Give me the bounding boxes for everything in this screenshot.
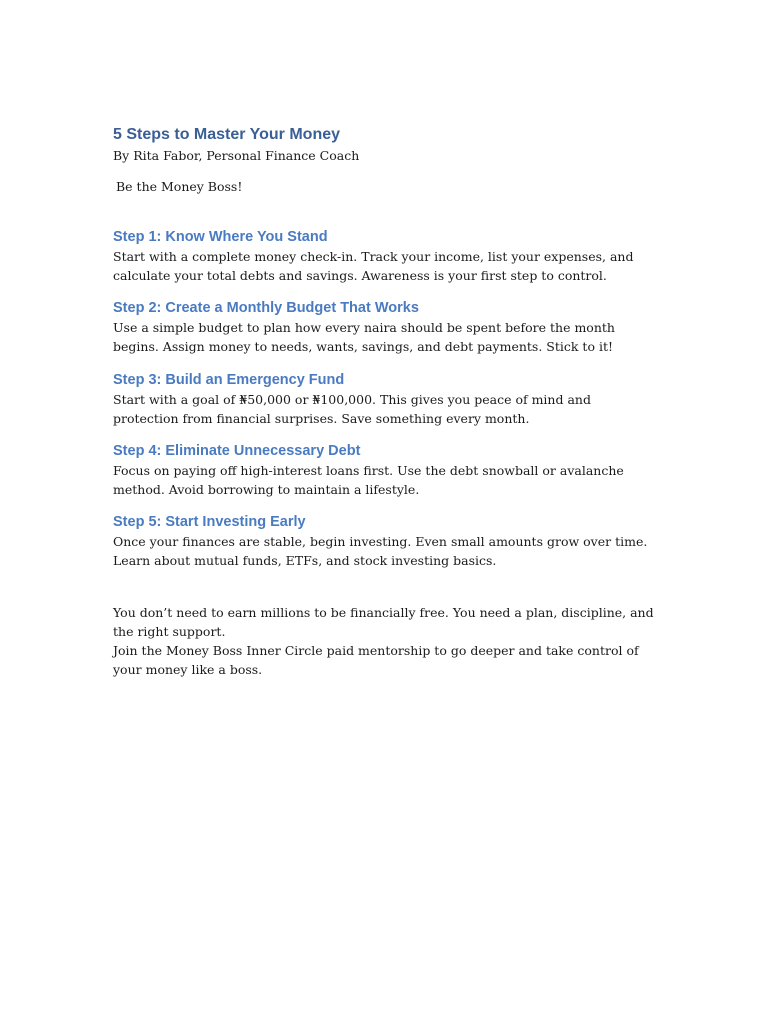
step-3 bbox=[113, 370, 658, 428]
closing-paragraph-2: Join the Money Boss Inner Circle paid mentorship to go deeper and take control of your money like a boss. bbox=[113, 643, 639, 677]
step-3-body: Start with a goal of ₦50,000 or ₦100,000. This gives you peace of mind and protection from financial surprises. Save something every month. bbox=[113, 392, 591, 426]
step-1-heading: Step 1: Know Where You Stand bbox=[113, 229, 328, 245]
step-1 bbox=[113, 227, 658, 285]
document-title: 5 Steps to Master Your Money bbox=[113, 126, 341, 143]
step-2-heading: Step 2: Create a Monthly Budget That Works bbox=[113, 300, 419, 316]
closing-section bbox=[113, 603, 658, 679]
step-4 bbox=[113, 441, 658, 499]
step-1-body: Start with a complete money check-in. Track your income, list your expenses, and calculate your total debts and savings. Awareness is your first step to control. bbox=[113, 249, 634, 283]
step-4-heading: Step 4: Eliminate Unnecessary Debt bbox=[113, 443, 361, 459]
step-3-heading: Step 3: Build an Emergency Fund bbox=[113, 372, 345, 388]
closing-paragraph-1: You don’t need to earn millions to be financially free. You need a plan, discipline, and the right support. bbox=[113, 605, 654, 639]
step-4-body: Focus on paying off high-interest loans first. Use the debt snowball or avalanche method. Avoid borrowing to maintain a lifestyle. bbox=[113, 463, 624, 497]
step-2 bbox=[113, 298, 658, 356]
author-byline: By Rita Fabor, Personal Finance Coach bbox=[113, 148, 360, 163]
tagline: Be the Money Boss! bbox=[116, 179, 243, 194]
step-5-body: Once your finances are stable, begin investing. Even small amounts grow over time. Learn about mutual funds, ETFs, and stock investing basics. bbox=[113, 534, 648, 568]
step-5-heading: Step 5: Start Investing Early bbox=[113, 514, 306, 530]
document-page bbox=[113, 124, 658, 679]
step-2-body: Use a simple budget to plan how every naira should be spent before the month begins. Assign money to needs, wants, savings, and debt payments. Stick to it! bbox=[113, 320, 615, 354]
step-5 bbox=[113, 512, 658, 570]
